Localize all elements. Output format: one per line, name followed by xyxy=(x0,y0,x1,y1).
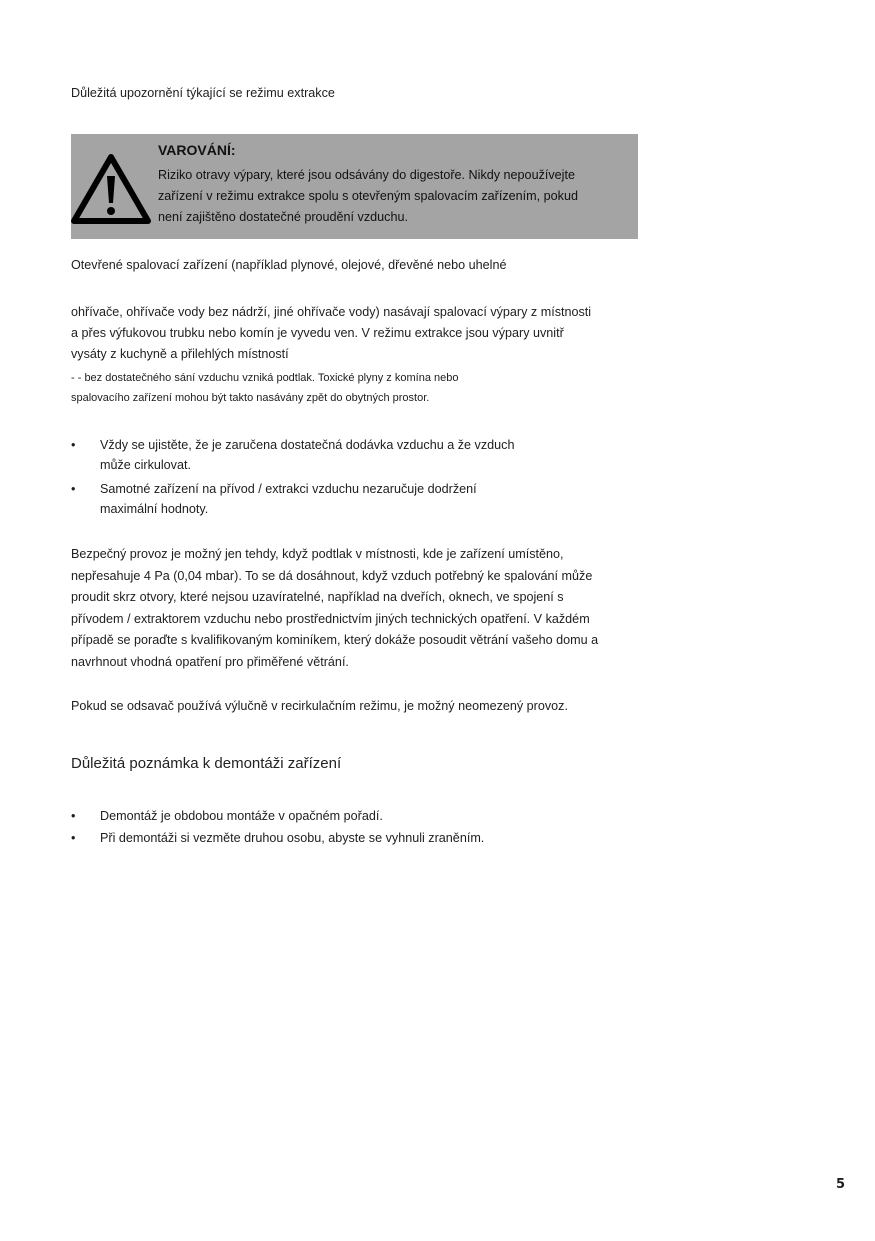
list-item xyxy=(71,479,571,519)
negative-pressure-note xyxy=(71,368,591,408)
bullet-icon: • xyxy=(71,482,76,496)
note-line: spalovacího zařízení mohou být takto nasávány zpět do obytných prostor. xyxy=(71,392,430,404)
paragraph-line: případě se poraďte s kvalifikovaným kominíkem, který dokáže posoudit větrání vašeho domu a xyxy=(71,633,599,648)
paragraph-line: a přes výfukovou trubku nebo komín je vyvedu ven. V režimu extrakce jsou výpary uvnitř xyxy=(71,326,564,340)
warning-text-line: zařízení v režimu extrakce spolu s otevřeným spalovacím zařízením, pokud xyxy=(158,189,578,203)
list-item-text: Při demontáži si vezměte druhou osobu, abyste se vyhnuli zraněním. xyxy=(100,831,485,845)
warning-text-line: není zajištěno dostatečné proudění vzduchu. xyxy=(158,210,408,224)
list-item-line: maximální hodnoty. xyxy=(100,502,209,516)
extraction-warnings-heading: Důležitá upozornění týkající se režimu extrakce xyxy=(71,86,335,100)
air-supply-list xyxy=(71,435,571,523)
paragraph-line: přívodem / extraktorem vzduchu nebo prostřednictvím jiných technických opatření. V každém xyxy=(71,611,590,626)
list-item xyxy=(71,828,631,848)
warning-triangle-icon xyxy=(71,154,151,224)
bullet-icon: • xyxy=(71,831,76,845)
page-number: 5 xyxy=(836,1177,846,1192)
dismount-heading: Důležitá poznámka k demontáži zařízení xyxy=(71,755,342,772)
paragraph-line: navrhnout vhodná opatření pro přiměřené větrání. xyxy=(71,654,349,669)
list-item-line: Vždy se ujistěte, že je zaručena dostatečná dodávka vzduchu a že vzduch xyxy=(100,438,515,452)
bullet-icon: • xyxy=(71,438,76,452)
list-item xyxy=(71,435,571,475)
warning-box xyxy=(71,134,638,239)
combustion-paragraph xyxy=(71,302,631,365)
list-item-line: může cirkulovat. xyxy=(100,458,191,472)
combustion-paragraph-intro: Otevřené spalovací zařízení (například plynové, olejové, dřevěné nebo uhelné xyxy=(71,258,507,272)
warning-title: VAROVÁNÍ: xyxy=(158,142,236,158)
warning-text xyxy=(158,165,628,228)
list-item xyxy=(71,806,631,826)
list-item-line: Samotné zařízení na přívod / extrakci vzduchu nezaručuje dodržení xyxy=(100,482,477,496)
dismount-list xyxy=(71,806,631,850)
paragraph-line: vysáty z kuchyně a přilehlých místností xyxy=(71,347,289,361)
note-line: - - bez dostatečného sání vzduchu vzniká podtlak. Toxické plyny z komína nebo xyxy=(71,372,459,384)
paragraph-line: Bezpečný provoz je možný jen tehdy, když podtlak v místnosti, kde je zařízení umístěno, xyxy=(71,547,564,561)
paragraph-line: proudit skrz otvory, které nejsou uzavíratelné, například na dveřích, oknech, ve spojení s xyxy=(71,590,564,605)
safe-operation-paragraph xyxy=(71,544,646,674)
paragraph-line: ohřívače, ohřívače vody bez nádrží, jiné ohřívače vody) nasávají spalovací výpary z místnosti xyxy=(71,305,592,319)
warning-text-line: Riziko otravy výpary, které jsou odsávány do digestoře. Nikdy nepoužívejte xyxy=(158,168,575,182)
list-item-text: Demontáž je obdobou montáže v opačném pořadí. xyxy=(100,809,383,823)
recirculation-paragraph: Pokud se odsavač používá výlučně v recirkulačním režimu, je možný neomezený provoz. xyxy=(71,699,568,713)
bullet-icon: • xyxy=(71,809,76,823)
paragraph-line: nepřesahuje 4 Pa (0,04 mbar). To se dá dosáhnout, když vzduch potřebný ke spalování může xyxy=(71,568,593,583)
